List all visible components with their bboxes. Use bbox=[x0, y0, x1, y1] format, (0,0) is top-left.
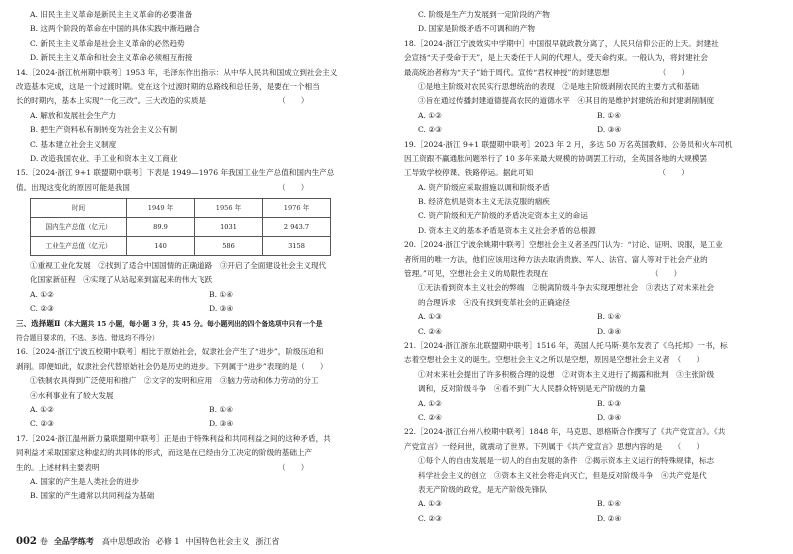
answer-option[interactable]: B. ①④ bbox=[597, 312, 622, 322]
answer-option[interactable]: A. ①③ bbox=[418, 312, 442, 322]
answer-option: D. 资本主义的基本矛盾是资本主义社会矛盾的总根源 bbox=[418, 225, 596, 235]
question-text: 值。出现这变化的原因可能是我国 （ ） bbox=[16, 182, 309, 192]
answer-option[interactable]: D. ②④ bbox=[597, 513, 622, 523]
answer-option[interactable]: D. ③④ bbox=[209, 304, 234, 314]
question-text: 18.［2024·浙江宁波效实中学期中］中国很早就政教分离了，人民只信仰公正的上天。封建社 bbox=[404, 38, 719, 48]
table-header-cell: 1956 年 bbox=[195, 199, 263, 218]
question-text: 管理。”可见，空想社会主义的局限性表现在 （ ） bbox=[404, 269, 682, 279]
statement-line: 调和，反对阶级斗争 ④看不到广大人民群众特别是无产阶级的力量 bbox=[418, 384, 646, 394]
answer-option[interactable]: B. ①④ bbox=[209, 404, 234, 414]
book-name: 必修 1 bbox=[155, 537, 180, 546]
statement-line: 科学社会主义的创立 ③资本主义社会将走向灭亡，但是反对阶级斗争 ④共产党是代 bbox=[418, 470, 707, 480]
option-row bbox=[404, 397, 776, 411]
option-row bbox=[16, 302, 388, 316]
statement-line: 表无产阶级的政党，是无产阶级先锋队 bbox=[418, 484, 548, 494]
option-row bbox=[404, 310, 776, 324]
question-text: 21.［2024·浙江浙东北联盟期中联考］1516 年，英国人托马斯·莫尔发表了《乌托邦》一书，标 bbox=[404, 340, 728, 350]
section-note: （本大题共 15 小题，每小题 3 分，共 45 分。每小题列出的四个备选项中只有一个是 bbox=[60, 319, 323, 328]
answer-option[interactable]: A. ①③ bbox=[418, 499, 442, 509]
answer-option: B. 国家的产生通常以共同利益为基础 bbox=[30, 491, 155, 501]
table-cell: 工业生产总值（亿元） bbox=[31, 237, 127, 256]
answer-option[interactable]: B. ①④ bbox=[597, 110, 622, 120]
subject-name: 高中思想政治 bbox=[101, 537, 150, 546]
question-text: 同利益才采取国家这种虚幻的共同体的形式，而这是在已经由分工决定的阶级的基础上产 bbox=[16, 448, 313, 458]
statement-line: ①重视工业化发展 ②找到了适合中国国情的正确道路 ③开启了全面建设社会主义现代 bbox=[30, 261, 327, 271]
option-row bbox=[404, 497, 776, 511]
statement-line: 的合理诉求 ④没有找到变革社会的正确途径 bbox=[418, 297, 570, 307]
answer-option: A. 旧民主主义革命是新民主主义革命的必要准备 bbox=[30, 10, 193, 19]
answer-option[interactable]: A. ①② bbox=[418, 110, 442, 120]
answer-option[interactable]: D. ③④ bbox=[597, 326, 622, 336]
answer-option[interactable]: C. ②③ bbox=[418, 125, 442, 135]
answer-option[interactable]: C. ②③ bbox=[418, 513, 442, 523]
answer-option: B. 把生产资料私有制转变为社会主义公有制 bbox=[30, 125, 178, 135]
answer-option: D. 改造我国农业、手工业和资本主义工商业 bbox=[30, 153, 178, 163]
statement-line: ①无法看到资本主义社会的弊端 ②脱离阶级斗争去实现理想社会 ③表达了对未来社会 bbox=[418, 283, 715, 293]
answer-option: A. 国家的产生是人类社会的进步 bbox=[30, 476, 140, 486]
question-text: 最高统治者称为“天子”始于周代。宣传“君权神授”的封建思想 （ ） bbox=[404, 67, 690, 77]
question-text: 14.［2024·浙江杭州期中联考］1953 年，毛泽东作出指示：从中华人民共和国成立到社会主义 bbox=[16, 67, 338, 77]
option-row bbox=[404, 325, 776, 339]
section-note: 符合题目要求的，不选、多选、错选均不得分） bbox=[16, 334, 159, 343]
question-text: 15.［2024·浙江 9+1 联盟期中联考］下表是 1949—1976 年我国工业生产总值和国内生产总 bbox=[16, 168, 335, 178]
table-cell: 140 bbox=[127, 237, 195, 256]
answer-option: A. 解放和发展社会生产力 bbox=[30, 110, 117, 120]
answer-option[interactable]: D. ③④ bbox=[597, 125, 622, 135]
option-row bbox=[404, 123, 776, 137]
region-name: 浙江省 bbox=[255, 537, 280, 546]
answer-option: B. 经济危机是资本主义无法克服的痼疾 bbox=[418, 197, 550, 207]
answer-option[interactable]: B. ①③ bbox=[597, 398, 622, 408]
question-text: 产党宣言》一经问世，就震动了世界。下列属于《共产党宣言》思想内容的是 （ ） bbox=[404, 441, 704, 451]
option-row bbox=[16, 288, 388, 302]
question-text: 16.［2024·浙江宁波五校期中联考］相比于原始社会，奴隶社会产生了“进步”，阶级压迫和 bbox=[16, 347, 324, 357]
question-text: 20.［2024·浙江宁波余姚期中联考］空想社会主义者圣西门认为：“讨论、证明、说服，是工业 bbox=[404, 240, 723, 250]
answer-option[interactable]: A. ①② bbox=[418, 398, 442, 408]
question-text: 因工资跟不赢通胀问题举行了 10 多年来最大规模的协调罢工行动，全英国各地的大规模罢 bbox=[404, 153, 708, 163]
answer-option[interactable]: C. ②④ bbox=[418, 412, 442, 422]
option-row bbox=[16, 417, 388, 431]
answer-option: D. 新民主主义革命和社会主义革命必须相互衔接 bbox=[30, 53, 193, 63]
statement-line: ④水利事业有了较大发展 bbox=[30, 390, 114, 400]
page-footer bbox=[16, 536, 286, 547]
answer-option: C. 资产阶级和无产阶级的矛盾决定资本主义的命运 bbox=[418, 211, 588, 221]
series-name: 全品学练考 bbox=[53, 536, 94, 546]
option-row bbox=[404, 411, 776, 425]
option-row bbox=[404, 512, 776, 526]
statement-line: ①是地主阶级对农民实行思想统治的表现 ②是地主阶级剥削农民的主要方式和基础 bbox=[418, 81, 699, 91]
question-text: 会宣扬“天子受命于天”，是上天委任于人间的代理人，受天命约束。一般认为，将封建社会 bbox=[404, 53, 708, 63]
answer-option: A. 资产阶级应采取措施以调和阶级矛盾 bbox=[418, 182, 550, 192]
statement-line: ①每个人的自由发展是一切人的自由发展的条件 ②揭示资本主义运行的特殊规律，标志 bbox=[418, 456, 715, 466]
table-cell: 3158 bbox=[263, 237, 331, 256]
table-cell: 89.9 bbox=[127, 218, 195, 237]
statement-line: ①对未来社会提出了许多积极合理的设想 ②对资本主义进行了揭露和批判 ③主张阶级 bbox=[418, 369, 715, 379]
question-text: 22.［2024·浙江台州八校期中联考］1848 年，马克思、恩格斯合作撰写了《共产党宣言》。《共 bbox=[404, 427, 726, 437]
page-suffix: 卷 bbox=[39, 537, 48, 546]
answer-option: B. 这两个阶段的革命在中国的具体实践中渐趋融合 bbox=[30, 24, 200, 34]
option-row bbox=[404, 109, 776, 123]
option-row bbox=[16, 403, 388, 417]
question-text: 者所用的唯一方法，他们应该用这种方法去取消贵族、军人、法官、富人等对于社会产业的 bbox=[404, 254, 708, 264]
table-header-cell: 时间 bbox=[31, 199, 127, 218]
left-column bbox=[16, 8, 388, 504]
answer-option[interactable]: A. ①② bbox=[30, 289, 54, 299]
table-row bbox=[31, 237, 331, 256]
question-text: 生的。上述材料主要表明 （ ） bbox=[16, 462, 309, 472]
question-text: 19.［2024·浙江 9+1 联盟期中联考］2023 年 2 月，多达 50 万名英国教师、公务员和火车司机 bbox=[404, 139, 733, 149]
question-text: 剥削。即便如此，奴隶社会代替原始社会仍是历史的进步。下列属于“进步”表现的是（ ） bbox=[16, 361, 328, 371]
answer-option: D. 国家是阶级矛盾不可调和的产物 bbox=[418, 24, 535, 34]
section-heading: 三、选择题Ⅱ（本大题共 15 小题，每小题 3 分，共 45 分。每小题列出的四个备选项中只有一个是 bbox=[16, 318, 323, 328]
answer-option: C. 基本建立社会主义制度 bbox=[30, 139, 117, 149]
question-text: 17.［2024·浙江温州新力量联盟期中联考］正是由于特殊利益和共同利益之间的这种矛盾，共 bbox=[16, 433, 331, 443]
statement-line: ③旨在通过传播封建道德提高农民的道德水平 ④其目的是维护封建统治和封建剥削制度 bbox=[418, 96, 715, 106]
answer-option[interactable]: B. ①④ bbox=[209, 289, 234, 299]
question-text: 志着空想社会主义的诞生。空想社会主义之所以是空想，原因是空想社会主义者 （ ） bbox=[404, 355, 704, 365]
page-number: 002 bbox=[16, 536, 37, 547]
right-column bbox=[404, 8, 776, 526]
answer-option[interactable]: B. ①④ bbox=[597, 499, 622, 509]
question-text: 工导致学校停课、铁路停运。据此可知 （ ） bbox=[404, 168, 689, 178]
answer-option[interactable]: C. ②③ bbox=[30, 419, 54, 429]
book-title: 中国特色社会主义 bbox=[185, 537, 250, 546]
table-cell: 1031 bbox=[195, 218, 263, 237]
table-header-row bbox=[31, 199, 331, 218]
data-table bbox=[30, 198, 331, 256]
answer-option[interactable]: D. ③④ bbox=[209, 419, 234, 429]
statement-line: ①铁制农具得到广泛使用和推广 ②文字的发明和应用 ③脑力劳动和体力劳动的分工 bbox=[30, 376, 319, 386]
statement-line: 化国家新征程 ④实现了从站起来到富起来的伟大飞跃 bbox=[30, 275, 213, 285]
table-cell: 586 bbox=[195, 237, 263, 256]
answer-option[interactable]: D. ③④ bbox=[597, 412, 622, 422]
table-cell: 国内生产总值（亿元） bbox=[31, 218, 127, 237]
answer-option: C. 阶级是生产力发展到一定阶段的产物 bbox=[418, 10, 550, 19]
table-cell: 2 943.7 bbox=[263, 218, 331, 237]
table-header-cell: 1976 年 bbox=[263, 199, 331, 218]
answer-option[interactable]: C. ②④ bbox=[418, 326, 442, 336]
question-text: 改造基本完成，这是一个过渡时期。党在这个过渡时期的总路线和总任务，是要在一个相当 bbox=[16, 81, 320, 91]
answer-option: C. 新民主主义革命是社会主义革命的必然趋势 bbox=[30, 38, 185, 48]
table-header-cell: 1949 年 bbox=[127, 199, 195, 218]
answer-option[interactable]: C. ②③ bbox=[30, 304, 54, 314]
table-row bbox=[31, 218, 331, 237]
question-text: 长的时期内，基本上实现“一化三改”。三大改造的实质是 （ ） bbox=[16, 96, 309, 106]
answer-option[interactable]: A. ①② bbox=[30, 404, 54, 414]
